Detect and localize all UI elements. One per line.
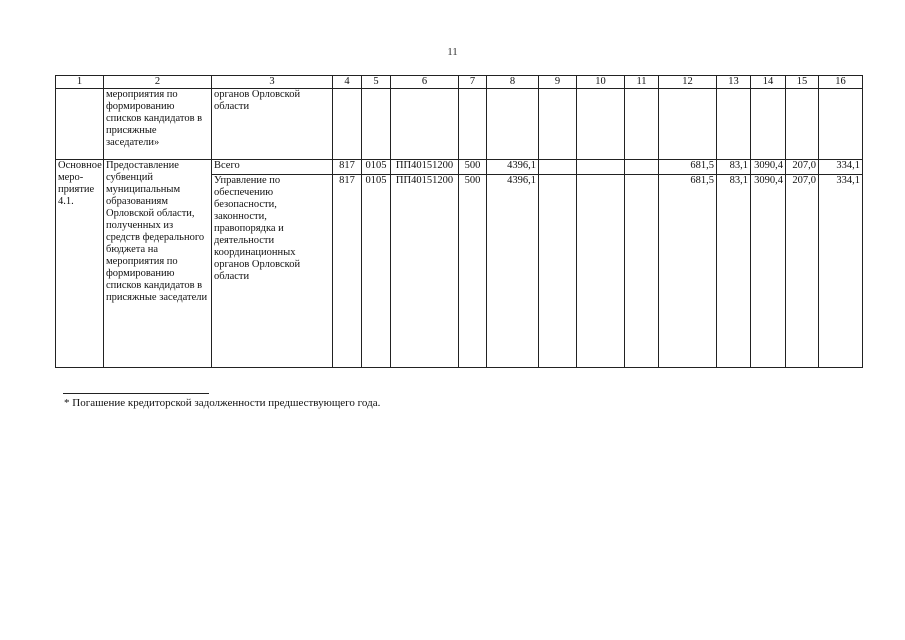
rzpr-cell: 0105 bbox=[362, 175, 391, 368]
value-cell: 83,1 bbox=[717, 160, 751, 175]
value-cell: 334,1 bbox=[819, 160, 863, 175]
table-cell bbox=[751, 89, 786, 160]
column-header: 14 bbox=[751, 76, 786, 89]
budget-table bbox=[55, 75, 863, 368]
grbs-cell: 817 bbox=[333, 175, 362, 368]
table-row-continued bbox=[56, 89, 863, 160]
column-header: 6 bbox=[391, 76, 459, 89]
footnote-divider bbox=[63, 393, 209, 394]
value-cell: 334,1 bbox=[819, 175, 863, 368]
value-cell bbox=[625, 160, 659, 175]
table-cell bbox=[487, 89, 539, 160]
vr-cell: 500 bbox=[459, 160, 487, 175]
csr-cell: ПП40151200 bbox=[391, 160, 459, 175]
value-cell: 207,0 bbox=[786, 175, 819, 368]
grbs-cell: 817 bbox=[333, 160, 362, 175]
column-header: 12 bbox=[659, 76, 717, 89]
rzpr-cell: 0105 bbox=[362, 160, 391, 175]
value-cell bbox=[539, 160, 577, 175]
table-cell bbox=[362, 89, 391, 160]
value-cell: 681,5 bbox=[659, 160, 717, 175]
measure-description-cell: Предоставление субвенций муниципальным образованиям Орловской области, полученных из средств федерального бюджета на мероприятия по формированию списков кандидатов в присяжные заседатели bbox=[104, 160, 212, 368]
value-cell: 4396,1 bbox=[487, 160, 539, 175]
table-cell bbox=[333, 89, 362, 160]
continued-executor-cell: органов Орловской области bbox=[212, 89, 333, 160]
header-row bbox=[56, 76, 863, 89]
value-cell bbox=[577, 160, 625, 175]
value-cell bbox=[625, 175, 659, 368]
column-header: 16 bbox=[819, 76, 863, 89]
row-name-cell: Всего bbox=[212, 160, 333, 175]
table-cell bbox=[819, 89, 863, 160]
table-cell bbox=[539, 89, 577, 160]
value-cell bbox=[539, 175, 577, 368]
column-header: 13 bbox=[717, 76, 751, 89]
value-cell bbox=[577, 175, 625, 368]
column-header: 11 bbox=[625, 76, 659, 89]
value-cell: 83,1 bbox=[717, 175, 751, 368]
column-header: 2 bbox=[104, 76, 212, 89]
table-cell bbox=[459, 89, 487, 160]
value-cell: 3090,4 bbox=[751, 160, 786, 175]
column-header: 4 bbox=[333, 76, 362, 89]
column-header: 5 bbox=[362, 76, 391, 89]
page-number: 11 bbox=[447, 46, 458, 58]
value-cell: 207,0 bbox=[786, 160, 819, 175]
table-cell bbox=[56, 89, 104, 160]
value-cell: 4396,1 bbox=[487, 175, 539, 368]
csr-cell: ПП40151200 bbox=[391, 175, 459, 368]
column-header: 15 bbox=[786, 76, 819, 89]
row-name-cell: Управление по обеспечению безопасности, законности, правопорядка и деятельности координационных органов Орловской области bbox=[212, 175, 333, 368]
value-cell: 681,5 bbox=[659, 175, 717, 368]
table-cell bbox=[786, 89, 819, 160]
table-cell bbox=[625, 89, 659, 160]
column-header: 7 bbox=[459, 76, 487, 89]
vr-cell: 500 bbox=[459, 175, 487, 368]
column-header: 8 bbox=[487, 76, 539, 89]
column-header: 3 bbox=[212, 76, 333, 89]
footnote: * Погашение кредиторской задолженности предшествующего года. bbox=[64, 397, 381, 409]
table-cell bbox=[391, 89, 459, 160]
column-header: 9 bbox=[539, 76, 577, 89]
column-header: 1 bbox=[56, 76, 104, 89]
value-cell: 3090,4 bbox=[751, 175, 786, 368]
measure-label-cell: Основное меро-приятие 4.1. bbox=[56, 160, 104, 368]
column-header: 10 bbox=[577, 76, 625, 89]
table-row-total bbox=[56, 160, 863, 175]
table-cell bbox=[577, 89, 625, 160]
table-cell bbox=[717, 89, 751, 160]
table-cell bbox=[659, 89, 717, 160]
continued-description-cell: мероприятия по формированию списков кандидатов в присяжные заседатели» bbox=[104, 89, 212, 160]
